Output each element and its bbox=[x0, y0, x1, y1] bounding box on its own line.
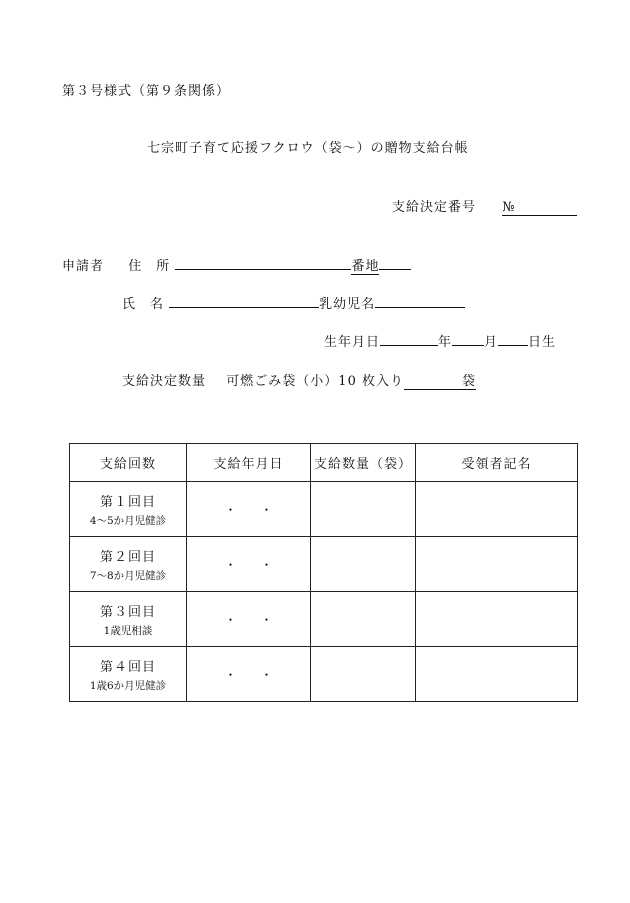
quantity-cell[interactable] bbox=[311, 592, 416, 647]
table-row bbox=[70, 592, 578, 647]
quantity-item: 可燃ごみ袋（小）10 枚入り bbox=[226, 374, 404, 389]
date-placeholder: ・ ・ bbox=[224, 502, 273, 517]
recipient-cell[interactable] bbox=[416, 592, 578, 647]
birth-day-field[interactable] bbox=[498, 331, 528, 346]
round-title: 第３回目 bbox=[99, 604, 156, 620]
infant-name-label: 乳幼児名 bbox=[319, 297, 376, 312]
date-placeholder: ・ ・ bbox=[224, 667, 273, 682]
header-quantity: 支給数量（袋） bbox=[311, 444, 416, 482]
banchi-field[interactable] bbox=[379, 255, 411, 270]
address-line bbox=[62, 255, 411, 274]
round-sub: 4～5か月児健診 bbox=[89, 514, 167, 527]
date-cell[interactable] bbox=[187, 537, 311, 592]
name-field[interactable] bbox=[169, 293, 319, 308]
recipient-cell[interactable] bbox=[416, 482, 578, 537]
quantity-cell[interactable] bbox=[311, 482, 416, 537]
quantity-cell[interactable] bbox=[311, 537, 416, 592]
round-sub: 7～8か月児健診 bbox=[89, 569, 167, 582]
header-round: 支給回数 bbox=[70, 444, 187, 482]
recipient-cell[interactable] bbox=[416, 647, 578, 702]
quantity-field[interactable] bbox=[404, 370, 476, 390]
month-label: 月 bbox=[484, 335, 499, 350]
birth-year-field[interactable] bbox=[380, 331, 438, 346]
document-title: 七宗町子育て応援フクロウ（袋～）の贈物支給台帳 bbox=[147, 141, 469, 156]
header-recipient: 受領者記名 bbox=[416, 444, 578, 482]
round-cell bbox=[70, 647, 187, 702]
day-label: 日生 bbox=[528, 335, 557, 350]
quantity-cell[interactable] bbox=[311, 647, 416, 702]
bag-unit: 袋 bbox=[461, 374, 476, 389]
recipient-cell[interactable] bbox=[416, 537, 578, 592]
date-cell[interactable] bbox=[187, 592, 311, 647]
banchi-label: 番地 bbox=[351, 259, 380, 274]
round-cell bbox=[70, 592, 187, 647]
date-cell[interactable] bbox=[187, 482, 311, 537]
address-field[interactable] bbox=[175, 255, 351, 270]
round-title: 第２回目 bbox=[99, 549, 156, 565]
year-label: 年 bbox=[438, 335, 453, 350]
round-cell bbox=[70, 537, 187, 592]
decision-number-field[interactable] bbox=[502, 200, 577, 216]
round-title: 第１回目 bbox=[99, 494, 156, 510]
date-cell[interactable] bbox=[187, 647, 311, 702]
decision-number-label: 支給決定番号 bbox=[392, 200, 477, 215]
applicant-label: 申請者 bbox=[62, 259, 105, 274]
date-placeholder: ・ ・ bbox=[224, 557, 273, 572]
date-placeholder: ・ ・ bbox=[224, 612, 273, 627]
table-header-row bbox=[70, 444, 578, 482]
form-number: 第３号様式（第９条関係） bbox=[62, 84, 231, 99]
table-row bbox=[70, 537, 578, 592]
supply-table bbox=[69, 443, 578, 702]
decision-number-line bbox=[392, 196, 577, 216]
birthdate-line bbox=[324, 331, 556, 350]
header-date: 支給年月日 bbox=[187, 444, 311, 482]
round-sub: 1歳6か月児健診 bbox=[89, 679, 167, 692]
infant-name-field[interactable] bbox=[375, 293, 465, 308]
round-sub: 1歳児相談 bbox=[103, 624, 153, 637]
round-title: 第４回目 bbox=[99, 659, 156, 675]
birth-month-field[interactable] bbox=[452, 331, 484, 346]
quantity-label: 支給決定数量 bbox=[122, 374, 207, 389]
round-cell bbox=[70, 482, 187, 537]
table-row bbox=[70, 647, 578, 702]
birthdate-label: 生年月日 bbox=[324, 335, 381, 350]
no-mark: № bbox=[502, 200, 516, 215]
name-line bbox=[122, 293, 465, 312]
quantity-line bbox=[122, 370, 476, 390]
address-label: 住 所 bbox=[128, 259, 171, 274]
name-label: 氏 名 bbox=[122, 297, 165, 312]
table-row bbox=[70, 482, 578, 537]
